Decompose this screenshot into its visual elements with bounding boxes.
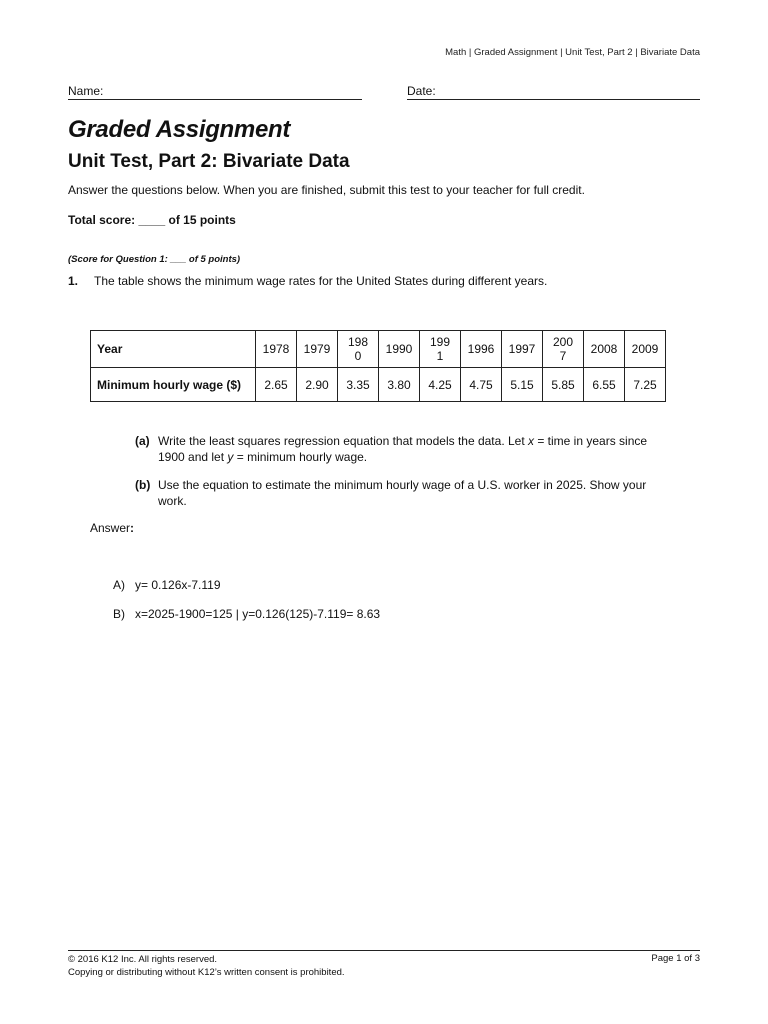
name-field[interactable]: Name: [68, 84, 362, 100]
running-header: Math | Graded Assignment | Unit Test, Part 2 | Bivariate Data [445, 47, 700, 58]
instructions: Answer the questions below. When you are finished, submit this test to your teacher for full credit. [68, 183, 585, 197]
answer-b[interactable] [113, 607, 380, 621]
subquestion-b-text: Use the equation to estimate the minimum hourly wage of a U.S. worker in 2025. Show your work. [158, 478, 647, 508]
total-score: Total score: ____ of 15 points [68, 213, 236, 227]
year-cell: 1979 [297, 331, 338, 368]
wage-cell: 4.75 [461, 368, 502, 402]
question-1-score: (Score for Question 1: ___ of 5 points) [68, 254, 241, 265]
name-date-row [68, 84, 700, 102]
table-row-wages [91, 368, 666, 402]
row-header-year: Year [91, 331, 256, 368]
subquestion-a-text-part: = time in years since 1900 and let [158, 434, 648, 464]
year-cell: 198 0 [338, 331, 379, 368]
subquestion-a [135, 433, 675, 465]
answer-b-text: x=2025-1900=125 | y=0.126(125)-7.119= 8.63 [135, 607, 381, 621]
year-cell: 1996 [461, 331, 502, 368]
table-row-years [91, 331, 666, 368]
year-cell: 2009 [625, 331, 666, 368]
wage-cell: 2.90 [297, 368, 338, 402]
wage-cell: 3.35 [338, 368, 379, 402]
year-cell: 199 1 [420, 331, 461, 368]
page-subtitle: Unit Test, Part 2: Bivariate Data [68, 151, 350, 172]
subquestion-a-text [158, 433, 675, 465]
subquestion-b [135, 477, 675, 509]
answer-a-text: y= 0.126x-7.119 [135, 578, 221, 592]
year-cell: 200 7 [543, 331, 584, 368]
variable-y: y [227, 450, 234, 464]
footer-copyright [68, 953, 345, 979]
question-text: The table shows the minimum wage rates for the United States during different years. [94, 274, 548, 288]
year-cell: 1978 [256, 331, 297, 368]
question-1 [68, 274, 700, 288]
copyright-text: © 2016 K12 Inc. All rights reserved. [68, 954, 218, 965]
subquestion-a-text-part: Write the least squares regression equation that models the data. Let [158, 434, 528, 448]
wage-table [90, 330, 666, 402]
answer-a-letter: A) [113, 578, 125, 592]
subquestion-a-label: (a) [135, 434, 150, 448]
wage-cell: 7.25 [625, 368, 666, 402]
subquestion-a-text-part: = minimum hourly wage. [233, 450, 368, 464]
wage-cell: 5.15 [502, 368, 543, 402]
answer-a[interactable] [113, 578, 221, 592]
footer-divider [68, 950, 700, 951]
question-number: 1. [68, 274, 79, 288]
answer-b-letter: B) [113, 607, 125, 621]
wage-cell: 2.65 [256, 368, 297, 402]
page-number: Page 1 of 3 [651, 953, 700, 964]
wage-cell: 4.25 [420, 368, 461, 402]
answer-label-colon: : [130, 521, 135, 535]
variable-x: x [528, 434, 534, 448]
year-cell: 1997 [502, 331, 543, 368]
year-cell: 1990 [379, 331, 420, 368]
answer-label [90, 521, 134, 535]
year-cell: 2008 [584, 331, 625, 368]
wage-cell: 3.80 [379, 368, 420, 402]
answer-label-text: Answer [90, 521, 131, 535]
row-header-wage: Minimum hourly wage ($) [91, 368, 256, 402]
subquestion-b-label: (b) [135, 478, 151, 492]
copyright-notice: Copying or distributing without K12’s written consent is prohibited. [68, 967, 345, 978]
page-title: Graded Assignment [68, 116, 291, 143]
wage-cell: 6.55 [584, 368, 625, 402]
date-field[interactable]: Date: [407, 84, 700, 100]
wage-cell: 5.85 [543, 368, 584, 402]
